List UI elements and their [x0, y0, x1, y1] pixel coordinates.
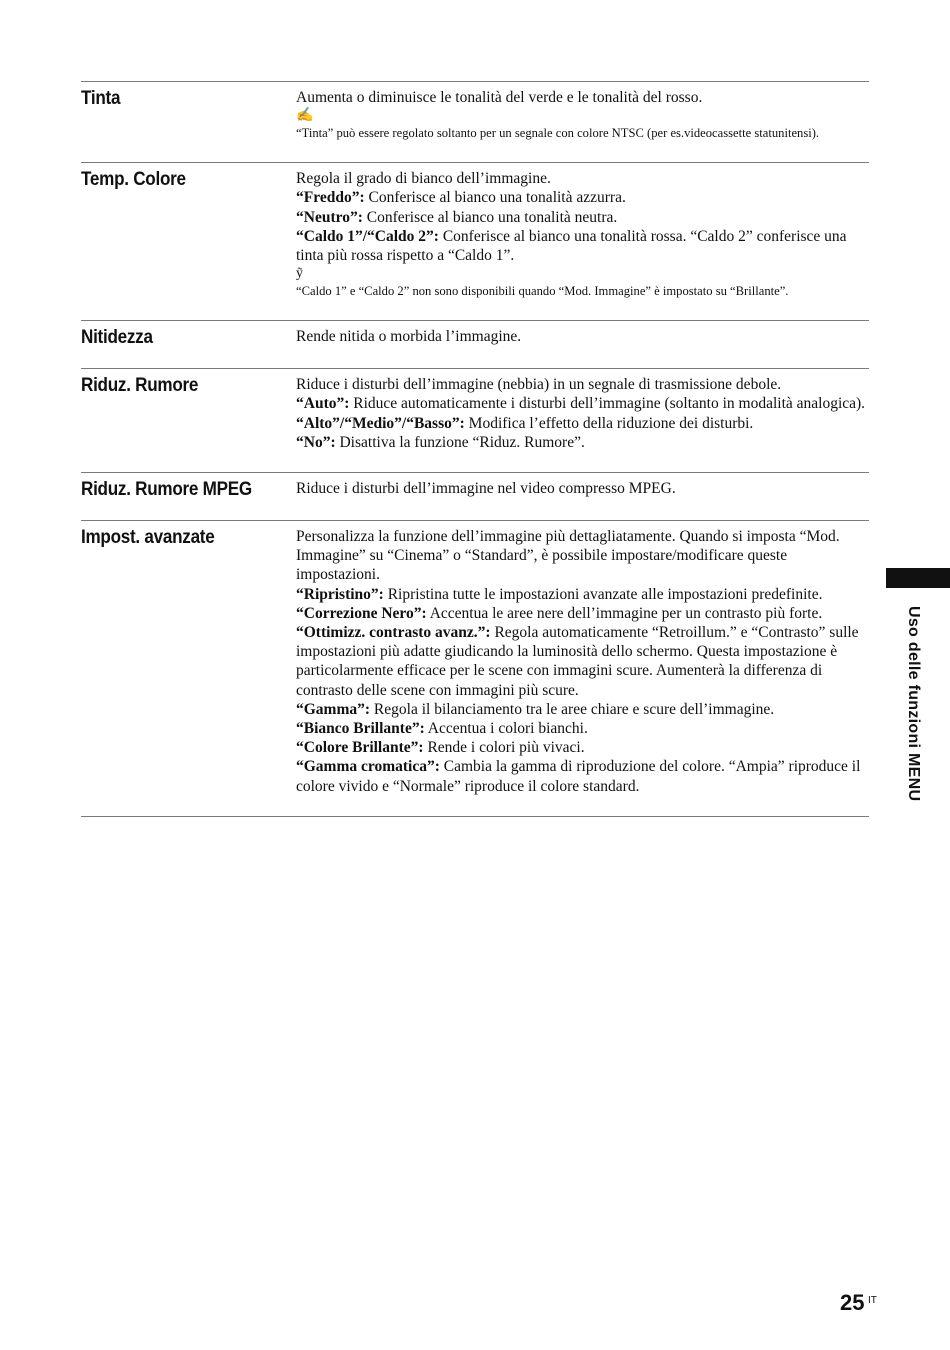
row-impost-avanzate [81, 520, 869, 817]
term-label: Nitidezza [81, 327, 153, 349]
page-number: 25 [840, 1290, 865, 1315]
row-tinta [81, 81, 869, 162]
desc-line: “Caldo 1”/“Caldo 2”: Conferisce al bianco una tonalità rossa. “Caldo 2” conferisce una tinta più rossa rispetto a “Caldo 1”. [296, 227, 847, 265]
row-riduz-rumore-mpeg [81, 472, 869, 520]
desc-line: “Colore Brillante”: Rende i colori più vivaci. [296, 739, 585, 757]
desc-line: “Freddo”: Conferisce al bianco una tonalità azzurra. [296, 189, 626, 207]
desc-line: “Alto”/“Medio”/“Basso”: Modifica l’effetto della riduzione dei disturbi. [296, 414, 754, 432]
desc-line: “Bianco Brillante”: Accentua i colori bianchi. [296, 720, 588, 738]
desc-line: “Ripristino”: Ripristina tutte le impostazioni avanzate alle impostazioni predefinite. [296, 585, 823, 603]
desc-line: “Gamma cromatica”: Cambia la gamma di riproduzione del colore. “Ampia” riproduce il colore vivido e “Normale” riproduce il colore standard. [296, 758, 861, 795]
row-temp-colore [81, 162, 869, 320]
term-description [296, 327, 869, 348]
section-side-label: Uso delle funzioni MENU [905, 606, 922, 802]
desc-line: “Correzione Nero”: Accentua le aree nere dell’immagine per un contrasto più forte. [296, 604, 823, 622]
desc-line: Aumenta o diminuisce le tonalità del verde e le tonalità del rosso. [296, 89, 703, 106]
desc-line: Regola il grado di bianco dell’immagine. [296, 170, 551, 188]
desc-line: “Gamma”: Regola il bilanciamento tra le aree chiare e scure dell’immagine. [296, 700, 775, 718]
hint-bulb-icon: ỹ [296, 266, 303, 282]
desc-line: Personalizza la funzione dell’immagine più dettagliatamente. Quando si imposta “Mod. Immagine” su “Cinema” o “Standard”, è possibile impostare/modificare queste impostazioni. [296, 528, 840, 584]
desc-line: “No”: Disattiva la funzione “Riduz. Rumore”. [296, 433, 585, 451]
term-label: Temp. Colore [81, 169, 186, 191]
term-description [296, 479, 869, 500]
note-text: “Caldo 1” e “Caldo 2” non sono disponibili quando “Mod. Immagine” è impostato su “Brillante”. [296, 284, 789, 299]
page-language-code: IT [868, 1295, 877, 1306]
settings-table [81, 81, 869, 817]
pencil-note-icon: ✍ [296, 108, 314, 124]
row-riduz-rumore [81, 368, 869, 472]
desc-line: “Auto”: Riduce automaticamente i disturbi dell’immagine (soltanto in modalità analogica). [296, 395, 866, 413]
term-description [296, 527, 869, 796]
term-label: Riduz. Rumore [81, 375, 199, 397]
term-label: Riduz. Rumore MPEG [81, 479, 252, 501]
term-description [296, 375, 869, 452]
desc-line: “Neutro”: Conferisce al bianco una tonalità neutra. [296, 208, 618, 226]
desc-line: Riduce i disturbi dell’immagine nel video compresso MPEG. [296, 480, 676, 498]
desc-line: Riduce i disturbi dell’immagine (nebbia) in un segnale di trasmissione debole. [296, 376, 782, 394]
desc-line: “Ottimizz. contrasto avanz.”: Regola automaticamente “Retroillum.” e “Contrasto” sulle impostazioni più adatte giudicando la luminosità dello schermo. Questa impostazione è particolarmente efficace per le scene con immagini scure. Aumenterà la differenza di contrasto delle scene con immagini più scure. [296, 624, 859, 699]
note-text: “Tinta” può essere regolato soltanto per un segnale con colore NTSC (per es.videocassette statunitensi). [296, 126, 820, 141]
desc-line: Rende nitida o morbida l’immagine. [296, 328, 522, 346]
row-nitidezza [81, 320, 869, 368]
term-description [296, 88, 869, 142]
term-label: Tinta [81, 88, 121, 109]
term-description [296, 169, 869, 300]
term-label: Impost. avanzate [81, 527, 215, 549]
section-tab-marker [886, 568, 950, 588]
